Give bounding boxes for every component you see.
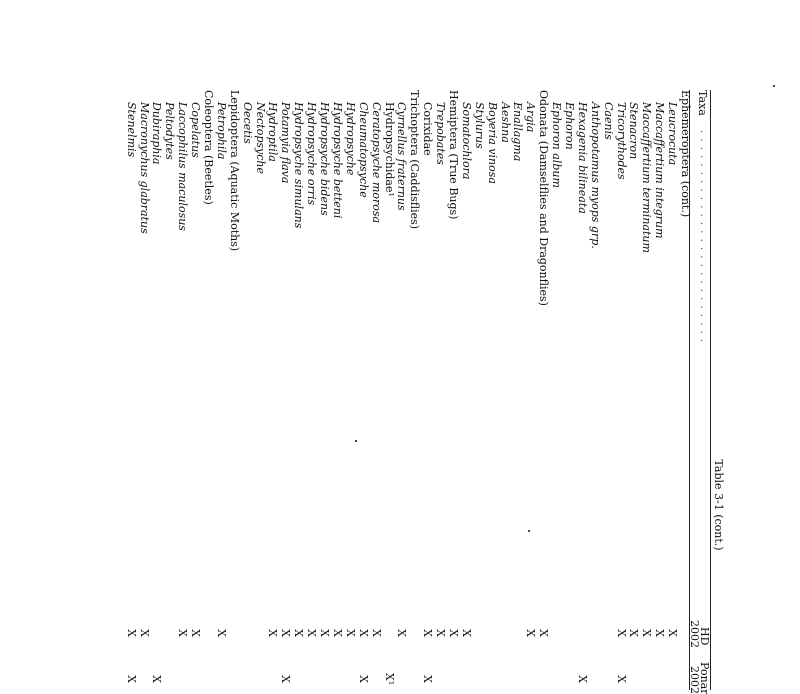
taxon-name: Ceratopsyche morosa xyxy=(369,102,383,224)
taxon-name: Stenelmis xyxy=(124,102,138,158)
hd-mark: X xyxy=(176,629,190,637)
taxon-name: Maccaffertium terminatum xyxy=(640,102,654,253)
table-row xyxy=(317,90,330,690)
taxon-name: Trichoptera (Caddisflies) xyxy=(408,90,422,230)
taxon-name: Hydroptila xyxy=(266,102,280,162)
hd-mark: X xyxy=(421,629,435,637)
table-row xyxy=(433,90,446,690)
taxon-name: Hydropsyche bidens xyxy=(318,102,332,216)
taxon-name: Hemiptera (True Bugs) xyxy=(446,90,460,220)
table-row xyxy=(407,90,420,690)
taxon-name: Hexagenia bilineata xyxy=(575,102,589,214)
hd-mark: X xyxy=(266,629,280,637)
hd-mark: X xyxy=(343,629,357,637)
table-row xyxy=(253,90,266,690)
taxon-name: Leucrocuta xyxy=(666,102,680,166)
taxon-name: Ephemeroptera (cont.) xyxy=(679,90,692,218)
table-row xyxy=(498,90,511,690)
hd-mark: X xyxy=(189,629,203,637)
header-taxa: Taxa xyxy=(696,90,709,116)
header-leader-dots: . . . . . . . . . . . . . . . . . . . . . . . . . . xyxy=(698,130,709,344)
ponar-mark: X xyxy=(150,675,164,683)
hd-mark: X xyxy=(614,629,628,637)
table-row xyxy=(240,90,253,690)
hd-mark: X xyxy=(279,629,293,637)
taxon-name: Corixidae xyxy=(421,102,435,156)
hd-mark: X xyxy=(124,629,138,637)
taxon-name: Tricorythodes xyxy=(614,102,628,180)
taxon-name: Argia xyxy=(524,102,538,133)
table-row xyxy=(279,90,292,690)
taxon-name: Peltodytes xyxy=(163,102,177,160)
hd-mark: X xyxy=(318,629,332,637)
taxon-name: Ephoron album xyxy=(550,102,564,188)
table-row xyxy=(150,90,163,690)
table-row xyxy=(175,90,188,690)
hd-mark: X xyxy=(627,629,641,637)
taxon-name: Boyeria vinosa xyxy=(485,102,499,184)
table-row xyxy=(162,90,175,690)
hd-mark: X xyxy=(537,629,551,637)
table-row xyxy=(395,90,408,690)
taxon-name: Enallagma xyxy=(511,102,525,162)
hd-mark: X xyxy=(214,629,228,637)
hd-mark: X xyxy=(524,629,538,637)
taxon-name: Anthopotamus myops grp. xyxy=(588,102,602,249)
ponar-mark: X xyxy=(614,675,628,683)
table-row xyxy=(356,90,369,690)
taxon-name: Lepidoptera (Aquatic Moths) xyxy=(227,90,241,252)
header-hd-year: 2002 xyxy=(688,620,701,648)
table-row xyxy=(665,90,678,690)
taxon-name: Laccophilus maculosus xyxy=(176,102,190,231)
table-row xyxy=(188,90,201,690)
taxa-table xyxy=(105,90,725,694)
table-row xyxy=(330,90,343,690)
hd-mark: X xyxy=(666,629,680,637)
table-caption: Table 3-1 (cont.) xyxy=(712,459,725,551)
taxon-name: Caenis xyxy=(601,102,615,140)
hd-mark: X xyxy=(446,629,460,637)
taxon-name: Trepobates xyxy=(434,102,448,165)
hd-mark: X xyxy=(395,629,409,637)
table-row xyxy=(588,90,601,690)
table-row xyxy=(614,90,627,690)
speck xyxy=(773,85,775,87)
taxon-name: Hydropsyche xyxy=(343,102,357,176)
taxon-name: Cheumatopsyche xyxy=(356,102,370,198)
hd-mark: X xyxy=(356,629,370,637)
hd-mark: X xyxy=(640,629,654,637)
table-row xyxy=(343,90,356,690)
table-body xyxy=(124,90,691,690)
table-row xyxy=(291,90,304,690)
table-top-rule xyxy=(710,90,711,690)
taxon-name: Hydropsyche simulans xyxy=(292,102,306,229)
speck xyxy=(528,530,530,532)
hd-mark: X xyxy=(459,629,473,637)
table-row xyxy=(124,90,137,690)
table-row xyxy=(627,90,640,690)
taxon-name: Cyrnellus fraternus xyxy=(395,102,409,211)
table-row xyxy=(201,90,214,690)
taxon-name: Somatochlora xyxy=(459,102,473,180)
taxon-name: Odonata (Damselflies and Dragonflies) xyxy=(537,90,551,306)
table-row xyxy=(549,90,562,690)
taxon-name: Petrophila xyxy=(214,102,228,160)
table-row xyxy=(266,90,279,690)
table-row xyxy=(575,90,588,690)
table-row xyxy=(227,90,240,690)
taxon-name: Oecetis xyxy=(240,102,254,144)
taxon-name: Potamyia flava xyxy=(279,102,293,184)
ponar-mark: X xyxy=(575,675,589,683)
header-hd: HD xyxy=(698,627,711,646)
table-row xyxy=(420,90,433,690)
taxon-name: Macronychus glabratus xyxy=(137,102,151,234)
table-row xyxy=(678,90,691,690)
hd-mark: X xyxy=(330,629,344,637)
header-ponar: Ponar xyxy=(698,662,711,694)
hd-mark: X xyxy=(305,629,319,637)
taxon-name: Hydropsychidae¹ xyxy=(382,102,396,197)
table-row xyxy=(459,90,472,690)
taxon-name: Ephoron xyxy=(562,102,576,150)
table-row xyxy=(536,90,549,690)
table-row xyxy=(382,90,395,690)
table-row xyxy=(485,90,498,690)
speck xyxy=(355,440,357,442)
taxon-name: Aeshna xyxy=(498,102,512,143)
table-row xyxy=(369,90,382,690)
taxon-name: Nectopsyche xyxy=(253,102,267,174)
ponar-mark: X xyxy=(279,675,293,683)
ponar-mark: X xyxy=(421,675,435,683)
ponar-mark: X¹ xyxy=(382,672,396,686)
table-row xyxy=(601,90,614,690)
table-row xyxy=(523,90,536,690)
table-row xyxy=(639,90,652,690)
taxon-name: Copelatus xyxy=(189,102,203,158)
hd-mark: X xyxy=(653,629,667,637)
taxon-name: Maccaffertium integrum xyxy=(653,102,667,239)
table-row xyxy=(562,90,575,690)
table-row xyxy=(137,90,150,690)
header-ponar-year: 2002 xyxy=(688,666,701,694)
hd-mark: X xyxy=(292,629,306,637)
ponar-mark: X xyxy=(356,675,370,683)
table-row xyxy=(304,90,317,690)
table-row xyxy=(446,90,459,690)
hd-mark: X xyxy=(369,629,383,637)
ponar-mark: X xyxy=(124,675,138,683)
taxon-name: Hydropsyche betteni xyxy=(330,102,344,219)
hd-mark: X xyxy=(434,629,448,637)
hd-mark: X xyxy=(137,629,151,637)
table-row xyxy=(511,90,524,690)
table-row xyxy=(214,90,227,690)
table-row xyxy=(652,90,665,690)
taxon-name: Stenacron xyxy=(627,102,641,160)
taxon-name: Stylurus xyxy=(472,102,486,149)
taxon-name: Coleoptera (Beetles) xyxy=(202,90,216,205)
table-row xyxy=(472,90,485,690)
taxon-name: Hydropsyche orris xyxy=(305,102,319,206)
taxon-name: Dubiraphia xyxy=(150,102,164,165)
